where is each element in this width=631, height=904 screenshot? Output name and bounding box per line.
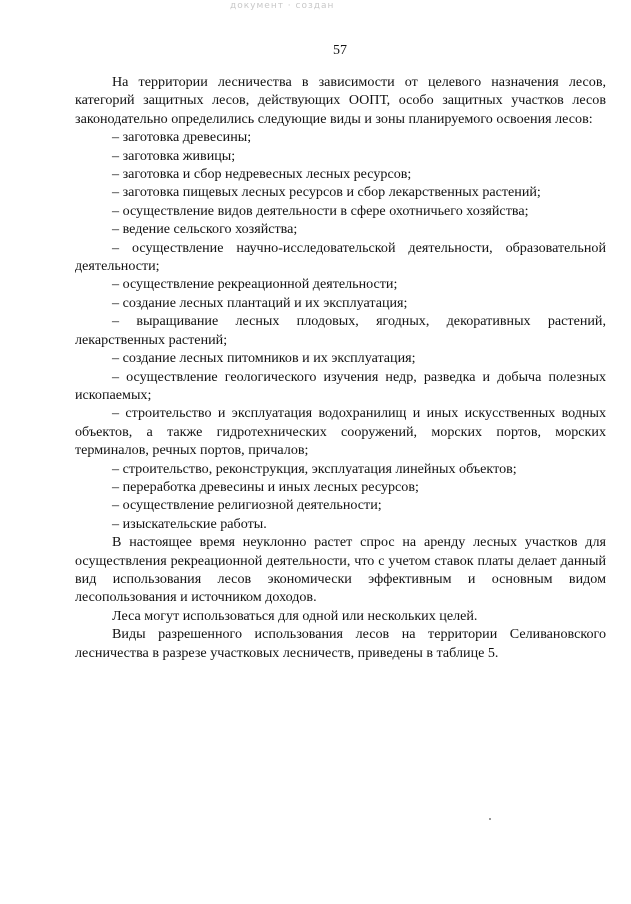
list-item: – выращивание лесных плодовых, ягодных, декоративных растений, лекарственных растений; xyxy=(75,312,606,349)
list-item: – строительство и эксплуатация водохранилищ и иных искусственных водных объектов, а также гидротехнических сооружений, морских портов, морских терминалов, речных портов, причалов; xyxy=(75,404,606,459)
demand-paragraph: В настоящее время неуклонно растет спрос на аренду лесных участков для осуществления рекреационной деятельности, что с учетом ставок платы делает данный вид использования лесов экономически эффективным и основным видом лесопользования и источником доходов. xyxy=(75,534,606,606)
list-item: – создание лесных питомников и их эксплуатация; xyxy=(75,349,606,367)
page-number: 57 xyxy=(333,43,347,58)
list-item: – осуществление геологического изучения недр, разведка и добыча полезных ископаемых; xyxy=(75,368,606,405)
list-item: – осуществление рекреационной деятельности; xyxy=(75,275,606,293)
scan-speck xyxy=(489,818,491,820)
list-item: – ведение сельского хозяйства; xyxy=(75,220,606,238)
list-item: – заготовка древесины; xyxy=(75,128,606,146)
goals-paragraph: Леса могут использоваться для одной или нескольких целей. xyxy=(112,607,478,624)
list-item: – осуществление религиозной деятельности; xyxy=(75,496,606,514)
intro-paragraph: На территории лесничества в зависимости от целевого назначения лесов, категорий защитных лесов, действующих ООПТ, особо защитных участков лесов законодательно определились следующие виды и зоны планируемого освоения лесов: xyxy=(75,74,606,127)
list-item: – заготовка живицы; xyxy=(75,147,606,165)
list-item: – создание лесных плантаций и их эксплуатация; xyxy=(75,294,606,312)
list-item: – заготовка пищевых лесных ресурсов и сбор лекарственных растений; xyxy=(75,183,606,201)
list-item: – переработка древесины и иных лесных ресурсов; xyxy=(75,478,606,496)
list-item: – изыскательские работы. xyxy=(75,515,606,533)
list-item: – заготовка и сбор недревесных лесных ресурсов; xyxy=(75,165,606,183)
table-reference-paragraph: Виды разрешенного использования лесов на территории Селивановского лесничества в разрезе участковых лесничеств, приведены в таблице 5. xyxy=(75,626,606,661)
list-item: – осуществление видов деятельности в сфере охотничьего хозяйства; xyxy=(75,202,606,220)
list-item: – осуществление научно-исследовательской деятельности, образовательной деятельности; xyxy=(75,239,606,276)
document-stamp: документ · создан xyxy=(230,1,335,11)
list-item: – строительство, реконструкция, эксплуатация линейных объектов; xyxy=(75,460,606,478)
forest-use-list xyxy=(75,128,606,533)
document-body xyxy=(75,73,606,662)
